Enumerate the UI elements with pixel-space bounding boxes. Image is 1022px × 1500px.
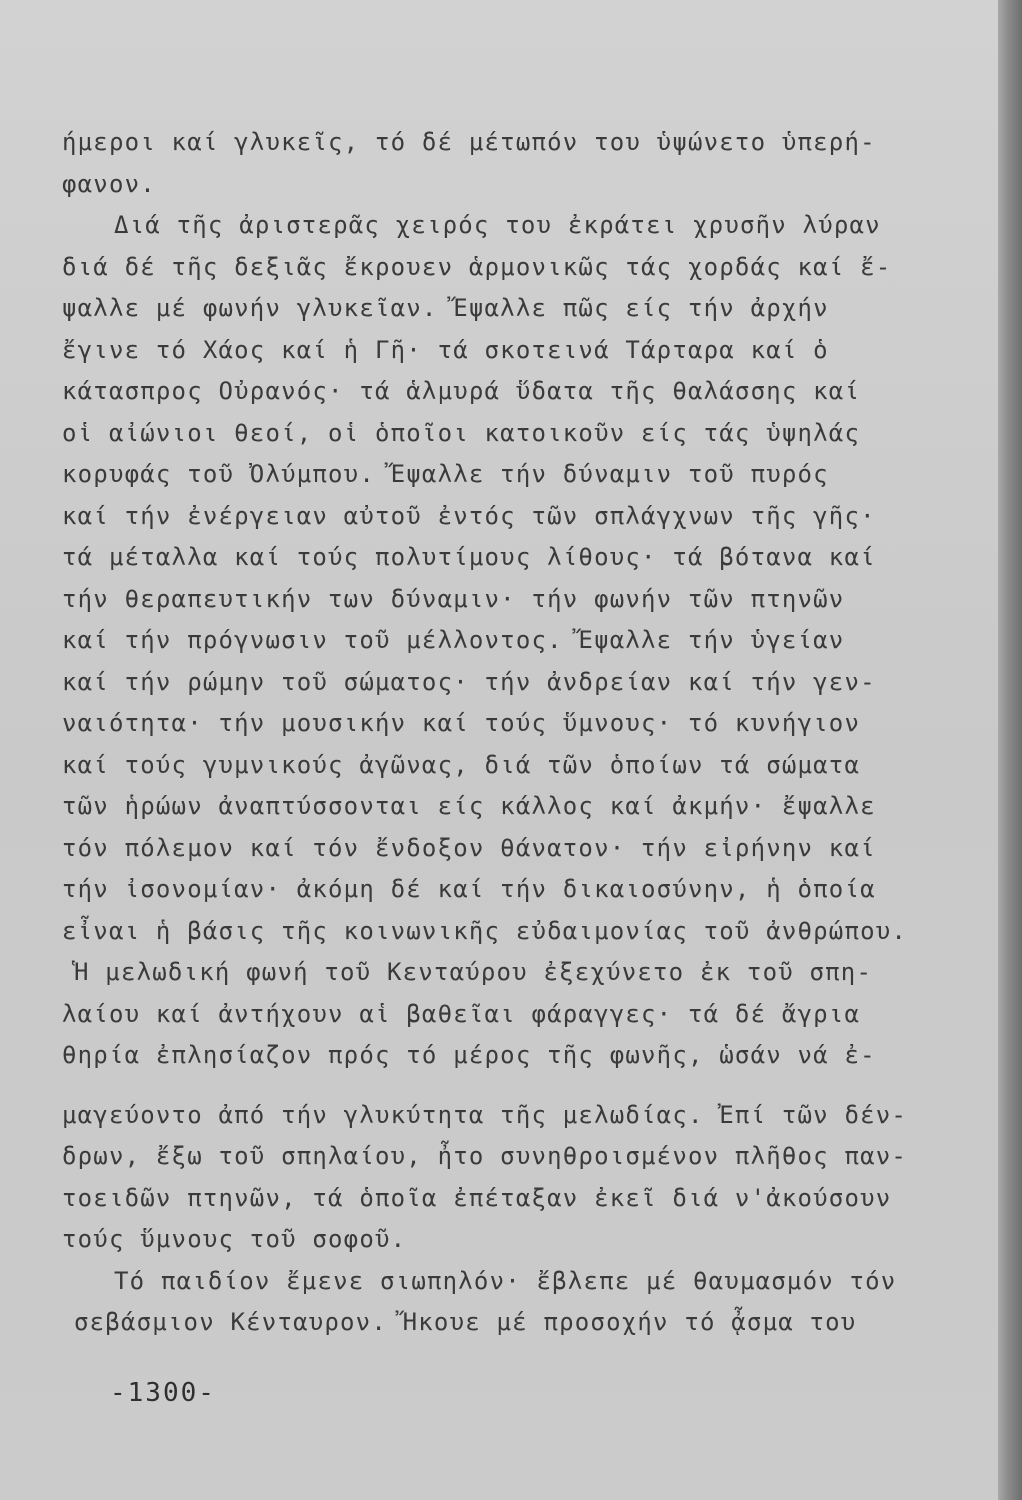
text-line: τούς ὕμνους τοῦ σοφοῦ. <box>62 1225 407 1253</box>
text-line: καί τήν ρώμην τοῦ σώματος· τήν ἀνδρείαν καί τήν γεν- <box>62 667 876 696</box>
text-line: κορυφάς τοῦ Ὀλύμπου. Ἔψαλλε τήν δύναμιν τοῦ πυρός <box>62 460 829 488</box>
text-line: ήμεροι καί γλυκεῖς, τό δέ μέτωπόν του ὑψώνετο ὑπερή- <box>62 128 876 156</box>
text-line: ψαλλε μέ φωνήν γλυκεῖαν. Ἔψαλλε πῶς είς τήν ἀρχήν <box>62 294 829 322</box>
text-line: κάτασπρος Οὐρανός· τά ἁλμυρά ὕδατα τῆς θαλάσσης καί <box>62 377 861 405</box>
body-text <box>62 122 962 1344</box>
text-line: εἶναι ἡ βάσις τῆς κοινωνικῆς εὐδαιμονίας τοῦ ἀνθρώπου. <box>62 916 908 945</box>
text-line: θηρία ἐπλησίαζον πρός τό μέρος τῆς φωνῆς, ὡσάν νά ἐ- <box>62 1041 876 1069</box>
paragraph-start-line: Τό παιδίον ἔμενε σιωπηλόν· ἔβλεπε μέ θαυμασμόν τόν <box>114 1266 897 1295</box>
text-line: διά δέ τῆς δεξιᾶς ἔκρουεν ἁρμονικῶς τάς χορδάς καί ἔ- <box>62 252 892 281</box>
text-line: λαίου καί ἀντήχουν αἱ βαθεῖαι φάραγγες· τά δέ ἄγρια <box>62 999 861 1028</box>
text-line: μαγεύοντο ἀπό τήν γλυκύτητα τῆς μελωδίας. Ἐπί τῶν δέν- <box>62 1100 908 1129</box>
text-line: καί τούς γυμνικούς ἀγῶνας, διά τῶν ὁποίων τά σώματα <box>62 750 861 779</box>
text-line: τόν πόλεμον καί τόν ἔνδοξον θάνατον· τήν εἰρήνην καί <box>62 833 876 862</box>
text-line: οἱ αἰώνιοι θεοί, οἱ ὁποῖοι κατοικοῦν είς τάς ὑψηλάς <box>62 418 861 447</box>
text-line: καί τήν πρόγνωσιν τοῦ μέλλοντος. Ἔψαλλε τήν ὑγείαν <box>62 626 845 654</box>
text-line: σεβάσμιον Κένταυρον. Ἤκουε μέ προσοχήν τό ᾆσμα του <box>74 1308 857 1336</box>
text-line: τοειδῶν πτηνῶν, τά ὁποῖα ἐπέταξαν ἐκεῖ διά ν'ἀκούσουν <box>62 1183 892 1212</box>
text-line: ναιότητα· τήν μουσικήν καί τούς ὕμνους· τό κυνήγιον <box>62 709 861 737</box>
text-line: τά μέταλλα καί τούς πολυτίμους λίθους· τά βότανα καί <box>62 543 876 571</box>
text-line: τῶν ἡρώων ἀναπτύσσονται είς κάλλος καί ἀκμήν· ἔψαλλε <box>62 792 876 820</box>
text-line: τήν ἰσονομίαν· ἀκόμη δέ καί τήν δικαιοσύνην, ἡ ὁποία <box>62 875 876 903</box>
text-line: φανον. <box>62 169 156 198</box>
text-line: ἔγινε τό Χάος καί ἡ Γῆ· τά σκοτεινά Τάρταρα καί ὁ <box>62 335 829 364</box>
paragraph-start-line: Διά τῆς ἀριστερᾶς χειρός του ἐκράτει χρυσῆν λύραν <box>114 211 881 239</box>
text-line: δρων, ἔξω τοῦ σπηλαίου, ἦτο συνηθροισμένον πλῆθος παν- <box>62 1142 908 1170</box>
paragraph-start-line: Ἡ μελωδική φωνή τοῦ Κενταύρου ἐξεχύνετο ἐκ τοῦ σπη- <box>74 958 873 986</box>
page-number: -1300- <box>110 1378 216 1408</box>
book-spine-shadow <box>998 0 1022 1500</box>
text-line: τήν θεραπευτικήν των δύναμιν· τήν φωνήν τῶν πτηνῶν <box>62 584 845 613</box>
text-line: καί τήν ἐνέργειαν αὐτοῦ ἐντός τῶν σπλάγχνων τῆς γῆς· <box>62 501 876 530</box>
